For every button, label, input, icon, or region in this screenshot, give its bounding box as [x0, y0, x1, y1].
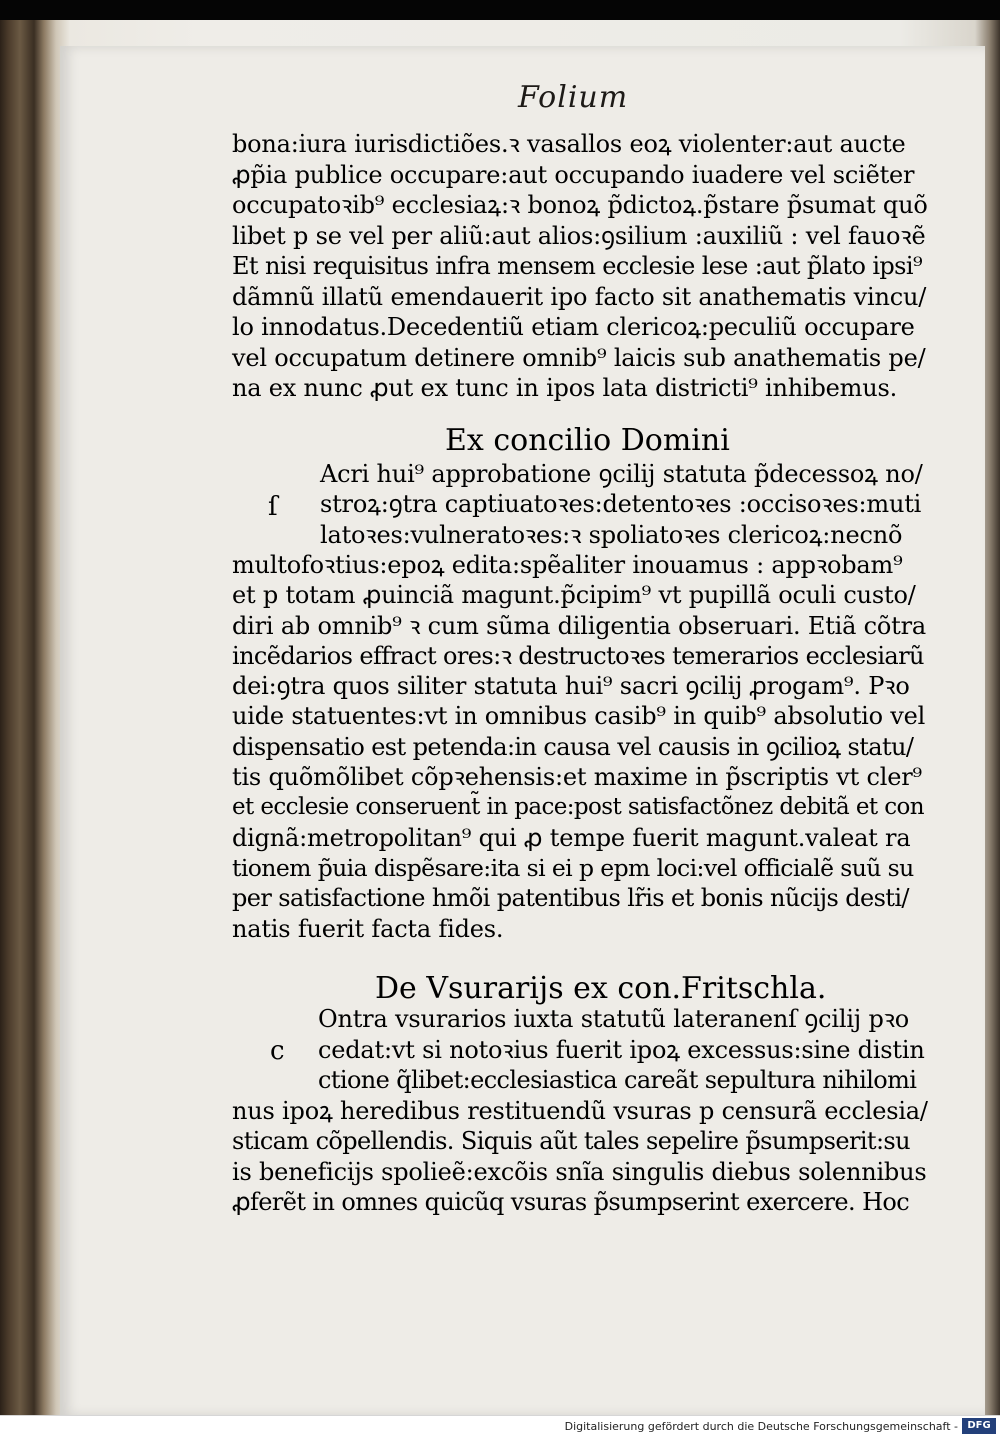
text-line: sticam cõpellendis. Siquis aũt tales sepelire p̃sumpserit:su [232, 1127, 911, 1155]
text-line: lo innodatus.Decedentiũ etiam clericoꝝ:peculiũ occupare [232, 313, 915, 341]
text-line: tis quõmõlibet cõpꝛehensis:et maxime in p̃scriptis vt cler⁹ [232, 763, 922, 791]
heading-ex-concilio: Ex concilio Domini [445, 423, 730, 458]
text-line: libet p se vel per aliũ:aut alios:ꝯsilium :auxiliũ : vel fauoꝛẽ [232, 221, 926, 250]
dfg-logo: DFG [962, 1418, 996, 1434]
text-line: occupatoꝛib⁹ ecclesiaꝝ:ꝛ bonoꝝ p̃dictoꝝ.p̃stare p̃sumat quõ [232, 191, 928, 219]
text-line: per satisfactione hmõi patentibus lr̃is et bonis nũcijs desti/ [232, 884, 909, 913]
text-line: is beneficijs spolieẽ:excõis snĩa singulis diebus solennibus [232, 1157, 927, 1186]
text-line: na ex nunc ꝓut ex tunc in ipos lata districti⁹ inhibemus. [232, 374, 898, 402]
text-line: tionem p̃uia dispẽsare:ita si ei p epm loci:vel officialẽ suũ su [232, 853, 914, 882]
initial-letter-2: ſ [268, 492, 278, 522]
heading-de-usurariis: De Vsurarijs ex con.Fritschla. [375, 971, 827, 1006]
text-line: uide statuentes:vt in omnibus casib⁹ in quib⁹ absolutio vel [232, 702, 926, 731]
footer-credit: Digitalisierung gefördert durch die Deutsche Forschungsgemeinschaft - [564, 1420, 958, 1433]
text-line: Et nisi requisitus infra mensem ecclesie lese :aut p̃lato ipsi⁹ [232, 252, 922, 280]
text-line: dei:ꝯtra quos siliter statuta hui⁹ sacri ꝯcilij ꝓrogam⁹. Pꝛo [232, 672, 910, 701]
text-line: et p totam ꝓuinciã magunt.p̃cipim⁹ vt pupillã oculi custo/ [232, 581, 916, 610]
text-line: diri ab omnib⁹ ꝛ cum sũma diligentia obseruari. Etiã cõtra [232, 611, 926, 640]
text-line: latoꝛes:vulneratoꝛes:ꝛ spoliatoꝛes clericoꝝ:necnõ [320, 520, 903, 549]
folio-header: Folium [518, 80, 629, 115]
text-line: ctione q̃libet:ecclesiastica careãt sepultura nihilomi [318, 1066, 917, 1094]
text-line: cedat:vt si notoꝛius fuerit ipoꝝ excessus:sine distin [318, 1035, 925, 1064]
text-line: et ecclesie conseruent̃ in pace:post satisfactõnez debitã et con [232, 794, 924, 821]
text-line: nus ipoꝝ heredibus restituendũ vsuras p censurã ecclesia/ [232, 1096, 928, 1125]
text-line: multofoꝛtius:epoꝝ edita:spẽaliter inouamus : appꝛobam⁹ [232, 550, 903, 579]
text-line: dãmnũ illatũ emendauerit ipo facto sit anathematis vincu/ [232, 282, 927, 311]
text-line: ꝓp̃ia publice occupare:aut occupando iuadere vel sciẽter [232, 160, 915, 189]
text-line: Ontra vsurarios iuxta statutũ lateranenſ ꝯcilij pꝛo [318, 1005, 910, 1033]
text-line: natis fuerit facta fides. [232, 914, 504, 943]
footer-bar [0, 1415, 1000, 1438]
text-line: ꝓferẽt in omnes quicũq vsuras p̃sumpserint exercere. Hoc [232, 1188, 910, 1216]
text-line: vel occupatum detinere omnib⁹ laicis sub anathematis pe/ [232, 343, 926, 372]
text-line: Acri hui⁹ approbatione ꝯcilij statuta p̃decessoꝝ no/ [320, 460, 923, 488]
top-black-bar [0, 0, 1000, 22]
text-line: bona:iura iurisdictiões.ꝛ vasallos eoꝝ violenter:aut aucte [232, 130, 906, 158]
text-line: dignã:metropolitan⁹ qui ꝓ tempe fuerit magunt.valeat ra [232, 823, 911, 852]
text-line: stroꝝ:ꝯtra captiuatoꝛes:detentoꝛes :occisoꝛes:muti [320, 490, 922, 519]
text-line: dispensatio est petenda:in causa vel causis in ꝯcilioꝝ statu/ [232, 732, 914, 761]
text-line: incẽdarios effract ores:ꝛ destructoꝛes temerarios ecclesiarũ [232, 641, 924, 670]
initial-letter-3: c [270, 1036, 285, 1066]
